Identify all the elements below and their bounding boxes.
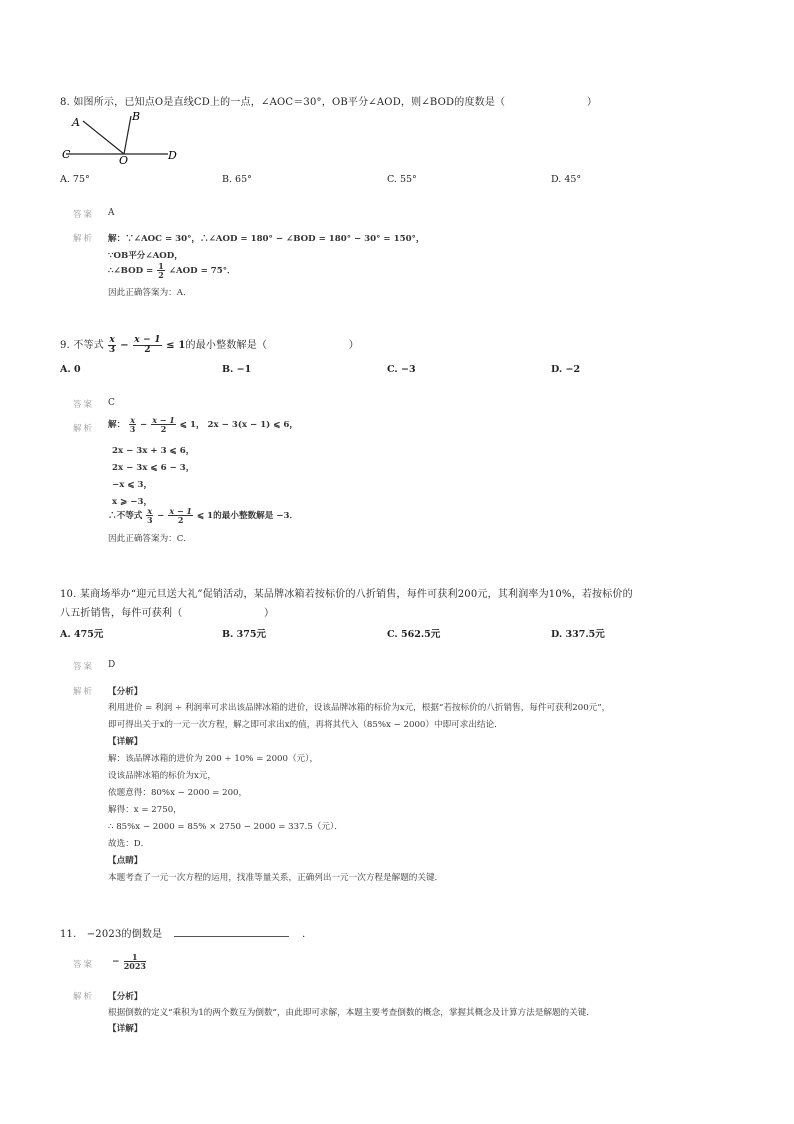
q11-line-1: 【分析】 <box>108 992 143 1002</box>
q9-option-a[interactable]: A. 0 <box>60 364 81 375</box>
q10-stem-line-1: 10. 某商场举办“迎元旦送大礼”促销活动，某品牌冰箱若按标价的八折销售，每件可获利200元，其利润率为10%，若按标价的 <box>60 589 633 600</box>
q9-line-3: 2x − 3x ⩽ 6 − 3， <box>112 463 195 473</box>
q11-analysis-label: 解析 <box>73 992 95 1002</box>
q9-option-d[interactable]: D. −2 <box>551 364 581 375</box>
q9-conclusion: 因此正确答案为：C． <box>108 534 192 544</box>
q8-option-a[interactable]: A. 75° <box>60 174 90 185</box>
q11-answer: − $\frac{1}{2023}$ <box>112 952 146 971</box>
q9-line-2: 2x − 3x + 3 ⩽ 6， <box>112 446 195 456</box>
q8-option-d[interactable]: D. 45° <box>551 174 582 185</box>
q8-stem: 8. 如图所示，已知点O是直线CD上的一点，∠AOC＝30°，OB平分∠AOD，则∠BOD的度数是（ ） <box>60 97 598 108</box>
q8-conclusion: 因此正确答案为：A． <box>108 288 192 298</box>
q11-line-2: 根据倒数的定义“乘积为1的两个数互为倒数”，由此即可求解，本题主要考查倒数的概念，掌握其概念及计算方法是解题的关键． <box>108 1008 595 1018</box>
q9-option-c[interactable]: C. −3 <box>387 364 416 375</box>
q9-stem: 9. 不等式 $\frac{x}{3}$ − $\frac{x - 1}{2}$ ≤ 1的最小整数解是（ ） <box>60 335 359 355</box>
q8-line-2: ∵OB平分∠AOD， <box>108 251 183 261</box>
q9-analysis-label: 解析 <box>73 424 95 434</box>
q10-line-4: 【详解】 <box>108 737 143 747</box>
q10-line-8: 解得：x = 2750， <box>108 805 182 815</box>
q11-stem: 11. −2023的倒数是 ． <box>60 925 312 940</box>
q9-answer: C <box>108 398 115 408</box>
label-a: A <box>72 116 80 129</box>
label-d: D <box>168 149 177 162</box>
label-b: B <box>132 110 141 123</box>
q10-answer: D <box>108 660 116 670</box>
q10-line-3: 即可得出关于x的一元一次方程，解之即可求出x的值，再将其代入（85%x − 2000）中即可求出结论． <box>108 720 503 730</box>
q10-option-b[interactable]: B. 375元 <box>222 629 266 640</box>
q11-line-3: 【详解】 <box>108 1024 143 1034</box>
q10-analysis-label: 解析 <box>73 687 95 697</box>
q9-line-5: x ⩾ −3， <box>112 497 153 507</box>
q10-line-5: 解：该品牌冰箱的进价为 200 ÷ 10% = 2000（元）， <box>108 754 319 764</box>
q10-line-9: ∴ 85%x − 2000 = 85% × 2750 − 2000 = 337.5（元）． <box>108 822 343 832</box>
q8-answer-label: 答案 <box>73 210 95 220</box>
q11-answer-blank[interactable] <box>174 926 289 937</box>
q10-line-11: 【点睛】 <box>108 856 143 866</box>
q11-answer-label: 答案 <box>73 960 95 970</box>
q9-answer-label: 答案 <box>73 400 95 410</box>
q9-line-1: 解： $\frac{x}{3}$ − $\frac{x - 1}{2}$ ⩽ 1， 2x − 3(x − 1) ⩽ 6， <box>108 415 298 434</box>
label-c: C <box>62 148 71 161</box>
q9-option-b[interactable]: B. −1 <box>222 364 252 375</box>
q10-line-6: 设该品牌冰箱的标价为x元， <box>108 771 216 781</box>
ray-oa <box>83 121 124 154</box>
q10-answer-label: 答案 <box>73 662 95 672</box>
q8-figure <box>58 108 188 168</box>
q10-line-10: 故选：D． <box>108 839 150 849</box>
q9-line-6: ∴不等式 $\frac{x}{3}$ − $\frac{x - 1}{2}$ ⩽ 1的最小整数解是 −3． <box>108 506 299 525</box>
q8-line-1: 解：∵∠AOC = 30°，∴∠AOD = 180° − ∠BOD = 180° − 30° = 150°， <box>108 234 425 244</box>
q10-line-1: 【分析】 <box>108 687 143 697</box>
q10-option-c[interactable]: C. 562.5元 <box>387 629 441 640</box>
q10-line-2: 利用进价 = 利润 ÷ 利润率可求出该品牌冰箱的进价，设该品牌冰箱的标价为x元，根据“若按标价的八折销售，每件可获利200元”， <box>108 703 611 713</box>
q10-option-a[interactable]: A. 475元 <box>60 629 104 640</box>
q10-option-d[interactable]: D. 337.5元 <box>551 629 605 640</box>
q10-line-7: 依题意得：80%x − 2000 = 200， <box>108 788 248 798</box>
label-o: O <box>119 154 129 167</box>
q8-option-c[interactable]: C. 55° <box>387 174 417 185</box>
ray-ob <box>124 116 131 154</box>
q8-analysis-label: 解析 <box>73 234 95 244</box>
q10-stem-line-2: 八五折销售，每件可获利（ ） <box>60 608 275 619</box>
q8-line-3: ∴∠BOD = $\frac{1}{2}$ ∠AOD = 75°． <box>108 261 236 280</box>
q8-option-b[interactable]: B. 65° <box>222 174 252 185</box>
q8-answer: A <box>108 208 115 218</box>
q9-line-4: −x ⩽ 3， <box>112 480 153 490</box>
q10-line-12: 本题考查了一元一次方程的运用，找准等量关系，正确列出一元一次方程是解题的关键． <box>108 873 444 883</box>
